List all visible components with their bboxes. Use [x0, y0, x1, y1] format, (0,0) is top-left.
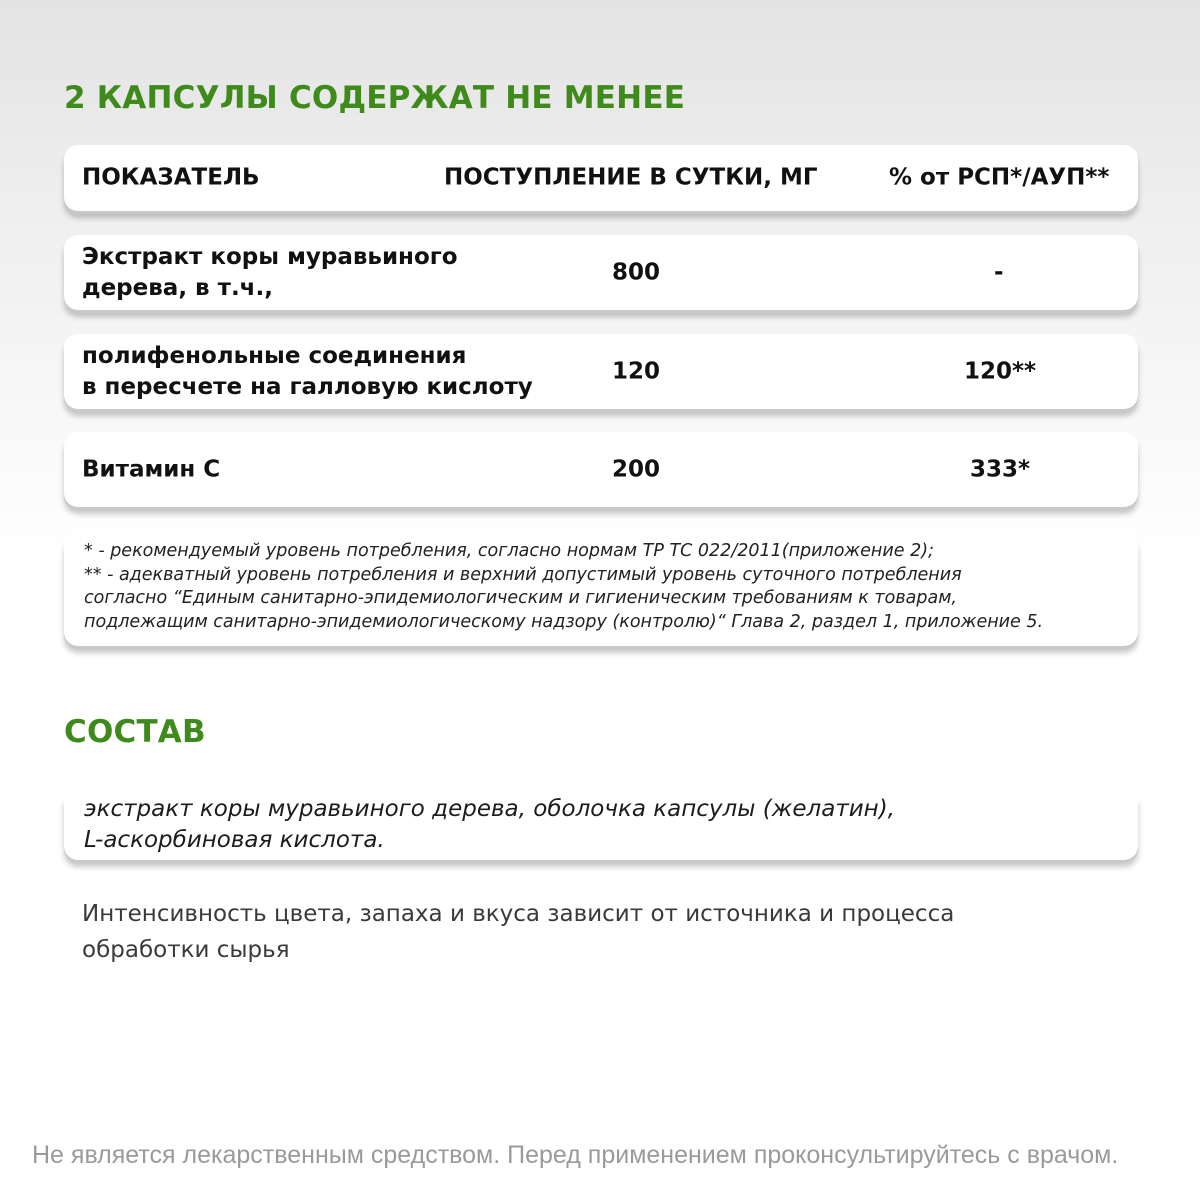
row-percent: 333*	[970, 456, 1031, 482]
medical-disclaimer: Не является лекарственным средством. Перед применением проконсультируйтесь с врачом.	[32, 1141, 1119, 1169]
composition-title: СОСТАВ	[64, 714, 206, 750]
row-name-line: в пересчете на галловую кислоту	[82, 373, 533, 400]
row-intake: 120	[612, 358, 661, 384]
footnotes-card	[64, 534, 1138, 646]
processing-remark	[82, 896, 954, 968]
table-header-row	[64, 145, 1138, 211]
remark-line: обработки сырья	[82, 937, 290, 963]
row-percent: 120**	[964, 358, 1037, 384]
footnote-line: ** - адекватный уровень потребления и верхний допустимый уровень суточного потребления	[84, 564, 962, 585]
table-row	[64, 334, 1138, 409]
row-name	[82, 242, 458, 304]
table-row	[64, 235, 1138, 310]
header-indicator: ПОКАЗАТЕЛЬ	[82, 164, 260, 191]
row-intake: 200	[612, 456, 661, 482]
row-name-line: Экстракт коры муравьиного	[82, 243, 458, 270]
remark-line: Интенсивность цвета, запаха и вкуса зависит от источника и процесса	[82, 901, 955, 927]
composition-line: L-аскорбиновая кислота.	[84, 827, 385, 853]
footnote-line: согласно “Единым санитарно-эпидемиологическим и гигиеническим требованиям к товарам,	[84, 588, 957, 608]
row-name-line: полифенольные соединения	[82, 342, 467, 369]
footnote-line: подлежащим санитарно-эпидемиологическому надзору (контролю)“ Глава 2, раздел 1, приложение 5.	[84, 611, 1044, 632]
header-percent: % от РСП*/АУП**	[889, 164, 1110, 191]
footnotes	[84, 540, 1122, 634]
row-name	[82, 454, 220, 485]
composition-text	[84, 794, 895, 856]
footnote-line: * - рекомендуемый уровень потребления, согласно нормам ТР ТС 022/2011(приложение 2);	[84, 541, 934, 561]
composition-line: экстракт коры муравьиного дерева, оболочка капсулы (желатин),	[84, 796, 895, 822]
row-name-line: дерева, в т.ч.,	[82, 274, 273, 301]
table-row	[64, 432, 1138, 507]
row-name	[82, 341, 533, 403]
row-percent: -	[994, 259, 1004, 285]
header-intake: ПОСТУПЛЕНИЕ В СУТКИ, МГ	[444, 164, 818, 191]
row-name-line: Витамин С	[82, 456, 221, 482]
row-intake: 800	[612, 259, 661, 285]
page-title: 2 КАПСУЛЫ СОДЕРЖАТ НЕ МЕНЕЕ	[64, 80, 686, 116]
composition-card	[64, 796, 1138, 860]
